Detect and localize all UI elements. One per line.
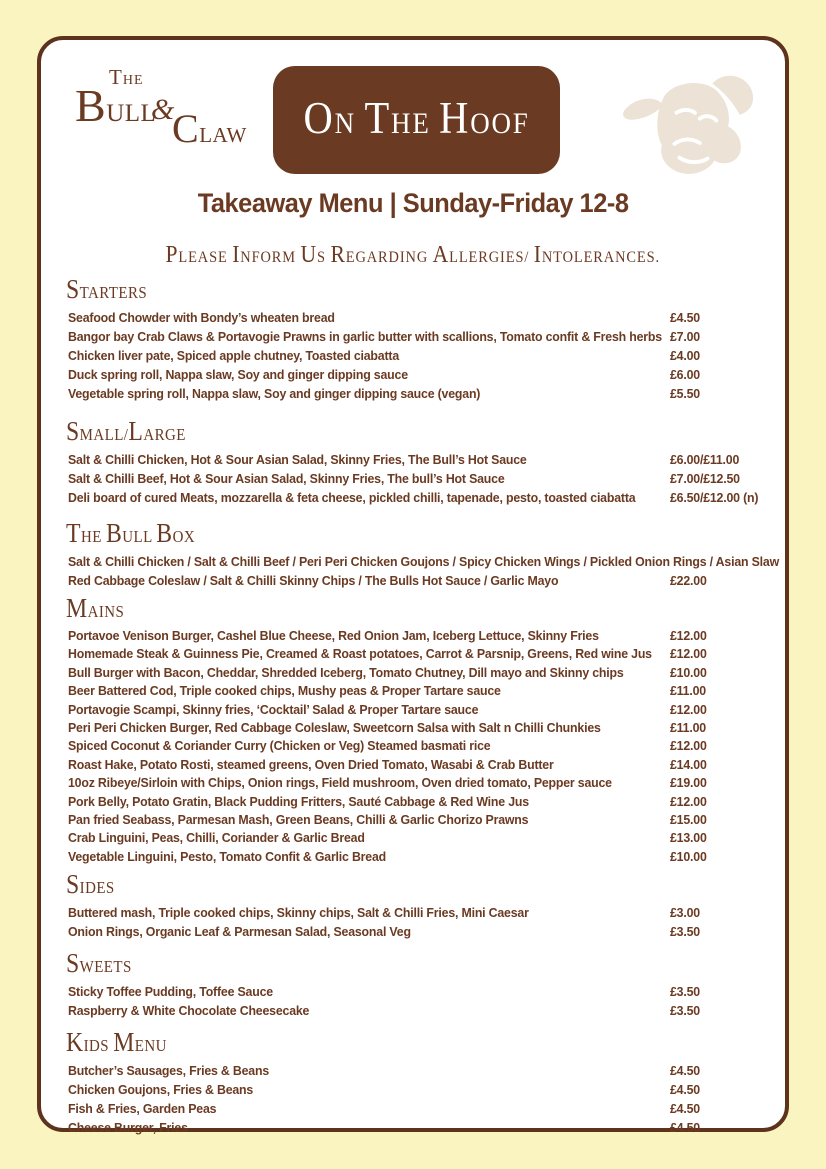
menu-item-row — [68, 982, 763, 1001]
menu-item-row — [68, 682, 763, 700]
item-name: Vegetable Linguini, Pesto, Tomato Confit & Garlic Bread — [68, 848, 387, 864]
item-name: Duck spring roll, Nappa slaw, Soy and ginger dipping sauce — [68, 367, 408, 382]
menu-item-row — [68, 627, 763, 645]
item-price: £10.00 — [670, 664, 707, 680]
menu-sections — [66, 274, 779, 1137]
item-name: Fish & Fries, Garden Peas — [68, 1101, 217, 1117]
item-name: Pan fried Seabass, Parmesan Mash, Green Beans, Chilli & Garlic Chorizo Prawns — [68, 811, 529, 827]
item-name: Salt & Chilli Beef, Hot & Sour Asian Salad, Skinny Fries, The bull’s Hot Sauce — [68, 471, 505, 486]
menu-item-row — [68, 1099, 763, 1118]
item-name: Vegetable spring roll, Nappa slaw, Soy and ginger dipping sauce (vegan) — [68, 386, 481, 401]
menu-item-row — [68, 848, 763, 866]
section-items — [68, 552, 779, 590]
menu-item-row — [68, 365, 763, 384]
menu-item-row — [68, 571, 763, 590]
allergy-note-text: PLEASE INFORM US REGARDING ALLERGIES/ INTOLERANCES. — [165, 242, 661, 268]
menu-item-row — [68, 552, 779, 571]
item-name: Raspberry & White Chocolate Cheesecake — [68, 1003, 310, 1019]
menu-item-row — [68, 1118, 763, 1137]
logo-word-bull: BULL — [75, 80, 157, 131]
item-name: Homemade Steak & Guinness Pie, Creamed & Roast potatoes, Carrot & Parsnip, Greens, Red wine Jus — [68, 646, 652, 662]
item-price: £4.00 — [670, 348, 700, 363]
menu-item-row — [68, 1080, 763, 1099]
section-title: KIDS MENU — [66, 1027, 167, 1058]
menu-item-row — [68, 450, 763, 469]
item-price: £12.00 — [670, 738, 707, 754]
menu-item-row — [68, 384, 763, 403]
item-name: Beer Battered Cod, Triple cooked chips, Mushy peas & Proper Tartare sauce — [68, 683, 501, 699]
item-name: Bangor bay Crab Claws & Portavogie Prawns in garlic butter with scallions, Tomato confit & Fresh herbs — [68, 329, 662, 344]
menu-section — [68, 1029, 763, 1137]
item-name: Bull Burger with Bacon, Cheddar, Shredded Iceberg, Tomato Chutney, Dill mayo and Skinny chips — [68, 664, 624, 680]
menu-item-row — [68, 793, 763, 811]
item-price: £6.00/£11.00 — [670, 452, 740, 467]
item-price: £3.50 — [670, 984, 700, 1000]
section-items — [68, 1061, 763, 1137]
item-price: £7.00 — [670, 329, 700, 344]
logo-word-the: THE — [109, 65, 144, 89]
menu-item-row — [68, 737, 763, 755]
item-name: Portavoe Venison Burger, Cashel Blue Cheese, Red Onion Jam, Iceberg Lettuce, Skinny Fries — [68, 628, 599, 643]
item-price: £12.00 — [670, 793, 707, 809]
section-title: MAINS — [66, 593, 125, 623]
menu-section — [66, 518, 779, 590]
item-price: £12.00 — [670, 646, 707, 662]
item-price: £11.00 — [670, 683, 706, 699]
item-name: Chicken liver pate, Spiced apple chutney, Toasted ciabatta — [68, 348, 400, 363]
section-items — [68, 982, 763, 1020]
menu-section — [68, 950, 763, 1020]
menu-item-row — [68, 664, 763, 682]
item-price: £11.00 — [670, 719, 706, 735]
item-name: Butcher’s Sausages, Fries & Beans — [68, 1063, 270, 1079]
item-price: £15.00 — [670, 811, 707, 827]
item-name: Buttered mash, Triple cooked chips, Skinny chips, Salt & Chilli Fries, Mini Caesar — [68, 905, 529, 921]
menu-item-row — [68, 645, 763, 663]
item-price: £3.00 — [670, 905, 700, 921]
menu-item-row — [68, 346, 763, 365]
section-title: SMALL/LARGE — [66, 416, 186, 446]
item-price: £12.00 — [670, 628, 707, 643]
item-price: £6.00 — [670, 367, 700, 382]
item-price: £3.50 — [670, 1003, 700, 1019]
section-title: THE BULL BOX — [66, 518, 196, 548]
item-price: £22.00 — [670, 573, 707, 588]
item-price: £12.00 — [670, 701, 707, 717]
section-title: STARTERS — [66, 274, 148, 304]
item-name: Crab Linguini, Peas, Chilli, Coriander & Garlic Bread — [68, 830, 365, 846]
menu-item-row — [68, 756, 763, 774]
item-price: £7.00/£12.50 — [670, 471, 740, 486]
menu-item-row — [68, 903, 763, 922]
item-name: 10oz Ribeye/Sirloin with Chips, Onion rings, Field mushroom, Oven dried tomato, Pepper sauce — [68, 775, 612, 791]
item-price: £5.50 — [670, 386, 700, 401]
restaurant-logo — [75, 65, 255, 161]
item-name: Red Cabbage Coleslaw / Salt & Chilli Skinny Chips / The Bulls Hot Sauce / Garlic Mayo — [68, 573, 559, 588]
menu-item-row — [68, 469, 763, 488]
menu-item-row — [68, 719, 763, 737]
item-price: £13.00 — [670, 830, 707, 846]
logo-word-claw: CLAW — [172, 106, 247, 151]
section-items — [68, 627, 763, 866]
item-name: Portavogie Scampi, Skinny fries, ‘Cocktail’ Salad & Proper Tartare sauce — [68, 701, 479, 717]
section-items — [68, 308, 763, 403]
item-name: Spiced Coconut & Coriander Curry (Chicken or Veg) Steamed basmati rice — [68, 738, 491, 754]
menu-section — [68, 595, 763, 866]
menu-item-row — [68, 308, 763, 327]
menu-card — [37, 36, 789, 1136]
menu-title: ON THE HOOF — [303, 93, 530, 143]
item-price: £4.50 — [670, 1101, 700, 1117]
item-price: £4.50 — [670, 1082, 700, 1098]
menu-item-row — [68, 829, 763, 847]
item-name: Salt & Chilli Chicken, Hot & Sour Asian Salad, Skinny Fries, The Bull’s Hot Sauce — [68, 452, 527, 467]
section-items — [68, 903, 763, 941]
menu-item-row — [68, 774, 763, 792]
logo-ampersand: & — [151, 93, 175, 126]
item-name: Sticky Toffee Pudding, Toffee Sauce — [68, 984, 273, 1000]
item-name: Seafood Chowder with Bondy’s wheaten bread — [68, 310, 335, 325]
item-price: £14.00 — [670, 756, 707, 772]
item-name: Deli board of cured Meats, mozzarella & feta cheese, pickled chilli, tapenade, pesto, toasted ciabatta — [68, 490, 636, 505]
menu-item-row — [68, 701, 763, 719]
item-price: £4.50 — [670, 1120, 700, 1136]
menu-section — [68, 418, 763, 507]
section-title: SWEETS — [66, 948, 132, 979]
menu-item-row — [68, 811, 763, 829]
menu-item-row — [68, 488, 763, 507]
subtitle-text: Takeaway Menu | Sunday-Friday 12-8 — [197, 188, 629, 218]
item-name: Onion Rings, Organic Leaf & Parmesan Salad, Seasonal Veg — [68, 924, 411, 940]
item-price: £10.00 — [670, 848, 707, 864]
menu-item-row — [68, 1001, 763, 1020]
item-name: Salt & Chilli Chicken / Salt & Chilli Beef / Peri Peri Chicken Goujons / Spicy Chicken Wings / Pickled Onion Rings / Asian Slaw — [68, 554, 779, 569]
menu-title-banner — [273, 66, 560, 174]
item-name: Chicken Goujons, Fries & Beans — [68, 1082, 254, 1098]
item-price: £19.00 — [670, 775, 707, 791]
allergy-note — [41, 242, 785, 271]
item-name: Roast Hake, Potato Rosti, steamed greens, Oven Dried Tomato, Wasabi & Crab Butter — [68, 756, 554, 772]
item-price: £4.50 — [670, 310, 700, 325]
subtitle — [41, 186, 785, 220]
menu-item-row — [68, 327, 763, 346]
item-price: £3.50 — [670, 924, 700, 940]
item-name: Peri Peri Chicken Burger, Red Cabbage Coleslaw, Sweetcorn Salsa with Salt n Chilli Chunkies — [68, 719, 601, 735]
menu-section — [68, 871, 763, 941]
menu-item-row — [68, 922, 763, 941]
section-items — [68, 450, 763, 507]
section-title: SIDES — [66, 869, 115, 900]
menu-section — [68, 276, 763, 403]
cow-head-icon — [618, 68, 764, 180]
item-price: £6.50/£12.00 (n) — [670, 490, 759, 505]
item-name: Cheese Burger, Fries — [68, 1120, 188, 1136]
menu-item-row — [68, 1061, 763, 1080]
item-price: £4.50 — [670, 1063, 700, 1079]
item-name: Pork Belly, Potato Gratin, Black Pudding Fritters, Sauté Cabbage & Red Wine Jus — [68, 793, 529, 809]
